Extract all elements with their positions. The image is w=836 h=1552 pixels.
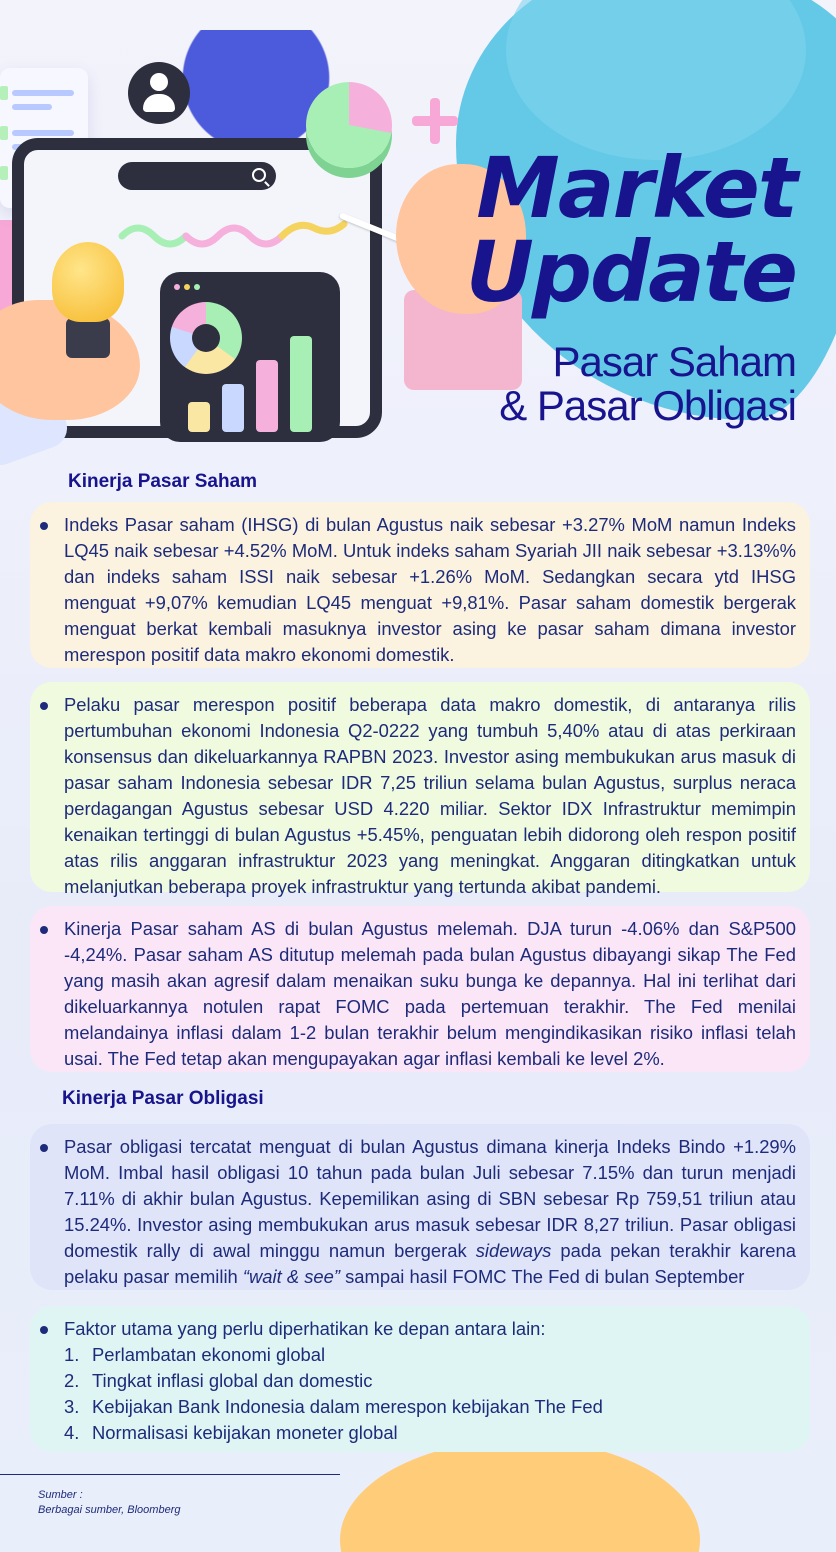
check-icon: [0, 166, 8, 180]
section-heading-obligasi: Kinerja Pasar Obligasi: [62, 1088, 264, 1109]
bullet-icon: [40, 522, 48, 530]
checklist-line: [12, 130, 74, 136]
source-divider: [0, 1474, 340, 1475]
saham-card-3: [30, 906, 810, 1072]
saham-paragraph-1: Indeks Pasar saham (IHSG) di bulan Agustus naik sebesar +3.27% MoM namun Indeks LQ45 naik sebesar +4.52% MoM. Untuk indeks saham Syariah JII naik sebesar +3.13%% dan indeks saham ISSI naik sebesar +1.26% MoM. Sedangkan secara ytd IHSG menguat +9,07% kemudian LQ45 menguat +9,81%. Pasar saham domestik bergerak menguat berkat kembali masuknya investor asing ke pasar saham dimana investor merespon positif data makro ekonomi domestik.: [64, 514, 796, 665]
obligasi-card-1: [30, 1124, 810, 1290]
obligasi-card-2: [30, 1306, 810, 1452]
obligasi-paragraph-1: Pasar obligasi tercatat menguat di bulan Agustus dimana kinerja Indeks Bindo +1.29% MoM. Imbal hasil obligasi 10 tahun pada bulan Juli sebesar 7.15% dan turun menjadi 7.11% di akhir bulan Agustus. Kepemilikan asing di SBN sebesar Rp 759,51 triliun atau 15.24%. Investor asing membukukan arus masuk sebesar IDR 8,27 triliun. Pasar obligasi domestik rally di awal minggu namun bergerak sideways pada pekan terakhir karena pelaku pasar memilih “wait & see” sampai hasil FOMC The Fed di bulan September: [64, 1136, 796, 1287]
list-item: 3. Kebijakan Bank Indonesia dalam merespon kebijakan The Fed: [64, 1396, 603, 1417]
dashboard-panel-illustration: [160, 272, 340, 442]
title-line-1: Market: [476, 139, 796, 237]
user-icon: [128, 62, 190, 124]
pie-chart-icon: [306, 82, 392, 168]
source-text: Berbagai sumber, Bloomberg: [38, 1504, 181, 1516]
subtitle-line-2: & Pasar Obligasi: [499, 382, 796, 429]
plus-icon: [412, 98, 458, 144]
source-label: Sumber :: [38, 1489, 83, 1501]
lightbulb-icon: [52, 242, 124, 322]
saham-card-2: [30, 682, 810, 897]
bar-chart-icon: [290, 336, 312, 432]
background-blob-orange: [340, 1440, 700, 1552]
check-icon: [0, 126, 8, 140]
subtitle-line-1: Pasar Saham: [552, 338, 796, 385]
bar-chart-icon: [222, 384, 244, 432]
bar-chart-icon: [256, 360, 278, 432]
wave-line-illustration: [118, 216, 348, 256]
saham-paragraph-3: Kinerja Pasar saham AS di bulan Agustus melemah. DJA turun -4.06% dan S&P500 -4,24%. Pasar saham AS ditutup melemah pada bulan Agustus dibayangi sikap The Fed yang masih akan agresif dalam menaikan suku bunga ke depannya. Hal ini terlihat dari dikeluarkannya notulen rapat FOMC pada pertemuan terakhir. The Fed menilai melandainya inflasi dalam 1-2 bulan terakhir belum mengindikasikan risiko inflasi telah usai. The Fed tetap akan mengupayakan agar inflasi kembali ke level 2%.: [64, 918, 796, 1069]
section-heading-saham: Kinerja Pasar Saham: [68, 471, 258, 492]
factors-intro: Faktor utama yang perlu diperhatikan ke depan antara lain:: [64, 1318, 546, 1339]
list-item: 4. Normalisasi kebijakan moneter global: [64, 1422, 398, 1443]
title-line-2: Update: [465, 223, 796, 321]
bullet-icon: [40, 702, 48, 710]
donut-chart-icon: [170, 302, 242, 374]
lightbulb-base: [66, 318, 110, 358]
bullet-icon: [40, 926, 48, 934]
check-icon: [0, 86, 8, 100]
search-icon: [252, 168, 266, 182]
bullet-icon: [40, 1326, 48, 1334]
saham-paragraph-2: Pelaku pasar merespon positif beberapa data makro domestik, di antaranya rilis pertumbuhan ekonomi Indonesia Q2-0222 yang tumbuh 5,40% atau di atas perkiraan konsensus dan dikeluarkannya RAPBN 2023. Investor asing membukukan arus masuk di pasar saham Indonesia sebesar IDR 7,25 triliun selama bulan Agustus, surplus neraca perdagangan Agustus sebesar USD 4.220 miliar. Sektor IDX Infrastruktur memimpin kenaikan tertinggi di bulan Agustus +5.45%, penguatan lebih didorong oleh respon positif atas rilis anggaran infrastruktur 2023 yang meningkat. Anggaran ditingkatkan untuk melanjutkan beberapa proyek infrastruktur yang tertunda akibat pandemi.: [64, 694, 796, 897]
checklist-line: [12, 90, 74, 96]
bar-chart-icon: [188, 402, 210, 432]
checklist-line: [12, 104, 52, 110]
saham-card-1: [30, 502, 810, 668]
search-bar-illustration: [118, 162, 276, 190]
list-item: 2. Tingkat inflasi global dan domestic: [64, 1370, 373, 1391]
bullet-icon: [40, 1144, 48, 1152]
list-item: 1. Perlambatan ekonomi global: [64, 1344, 326, 1365]
factors-list: [64, 1342, 796, 1446]
source-note: [38, 1488, 180, 1518]
title-block: [396, 139, 796, 429]
